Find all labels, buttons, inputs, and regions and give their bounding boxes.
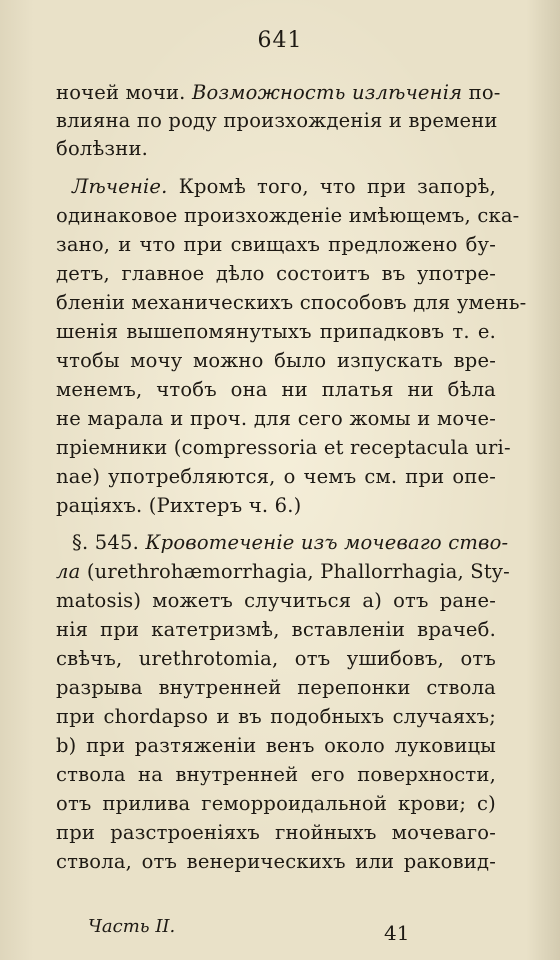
line-text: раціяхъ. (Рихтеръ ч. 6.) [56,494,302,517]
text-line [56,588,496,614]
line-italic-text: Кровотеченіе изъ мочеваго ство- [145,531,509,554]
line-text: детъ, главное дѣло состоитъ въ употре- [56,262,496,285]
line-text: нія при катетризмѣ, вставленіи врачеб. [56,618,496,641]
text-line [72,530,509,556]
text-line [56,675,496,701]
line-text: при chordapso и въ подобныхъ случаяхъ; [56,705,496,728]
line-text: отъ прилива геморроидальной крови; с) [56,792,496,815]
text-line [56,791,496,817]
line-italic-text: ла [56,560,81,583]
line-text: при разстроеніяхъ гнойныхъ мочеваго- [56,821,496,844]
text-line [56,80,501,106]
line-text: §. 545. [72,531,146,554]
text-line [56,464,496,490]
text-line [56,290,527,316]
line-text-tail: Кромѣ того, что при запорѣ, [167,175,496,198]
page-number: 641 [257,28,303,53]
line-text-tail: (urethrohæmorrhagia, Phallorrhagia, Sty- [80,560,510,583]
text-line [56,704,496,730]
text-line [56,762,496,788]
line-text: шенія вышепомянутыхъ припадковъ т. е. [56,320,496,343]
line-italic-text: Лѣченіе. [72,175,168,198]
text-line [56,261,496,287]
signature-mark: Часть II. [88,916,176,937]
line-text-tail: по- [462,81,501,104]
line-text: пріемники (compressoria et receptacula uri- [56,436,511,459]
line-text: свѣчъ, urethrotomia, отъ ушибовъ, отъ [56,647,496,670]
text-line [56,849,496,875]
text-line [56,733,496,759]
text-line [56,435,511,461]
text-line [56,646,496,672]
sheet-number: 41 [384,921,410,945]
text-line [56,232,496,258]
text-line [56,406,496,432]
line-text: ствола, отъ венерическихъ или раковид- [56,850,496,873]
line-text: разрыва внутренней перепонки ствола [56,676,496,699]
text-line [56,820,496,846]
line-text: ствола на внутренней его поверхности, [56,763,496,786]
line-text: b) при разтяженіи венъ около луковицы [56,734,496,757]
line-text: зано, и что при свищахъ предложено бу- [56,233,496,256]
text-line [56,493,496,519]
text-line [56,136,496,162]
text-line [56,348,496,374]
line-text: nae) употребляются, о чемъ см. при опе- [56,465,496,488]
text-line [56,377,496,403]
line-text: чтобы мочу можно было изпускать вре- [56,349,496,372]
text-line [56,617,496,643]
line-text: бленіи механическихъ способовъ для умень- [56,291,527,314]
line-text: одинаковое произхожденіе имѣющемъ, ска- [56,204,520,227]
line-italic-text: Возможность излѣченія [191,81,463,104]
line-text: ночей мочи. [56,81,192,104]
line-text: влияна по роду произхожденія и времени [56,109,498,132]
line-text: болѣзни. [56,137,149,160]
text-line [56,559,510,585]
text-line [56,108,496,134]
line-text: matosis) можетъ случиться а) отъ ране- [56,589,496,612]
line-text: менемъ, чтобъ она ни платья ни бѣла [56,378,496,401]
text-line [72,174,496,200]
text-line [56,203,520,229]
line-text: не марала и проч. для сего жомы и моче- [56,407,496,430]
text-line [56,319,496,345]
